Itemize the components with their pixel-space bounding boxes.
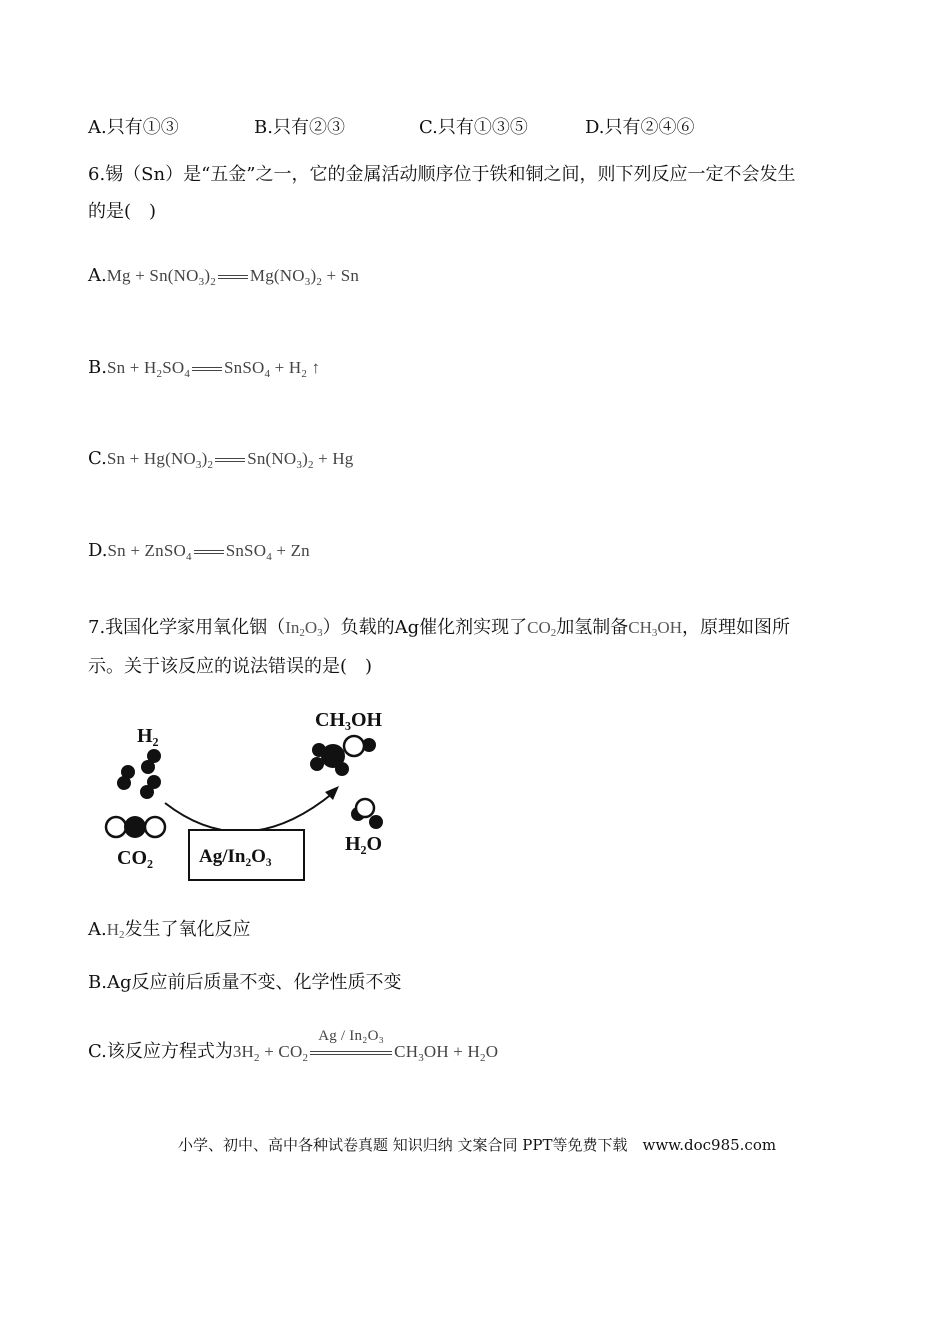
q7-option-b: B.Ag反应前后质量不变、化学性质不变 — [88, 972, 402, 993]
q7-stem-part-b: ）负载的Ag催化剂实现了 — [322, 617, 528, 638]
q7-option-c-prefix: C.该反应方程式为 — [88, 1041, 233, 1062]
q7-formula-ch3oh: $CH_3OH$ — [628, 618, 682, 639]
q6-option-d — [88, 539, 310, 563]
co2-label: CO₂ — [117, 847, 153, 869]
q7-reaction-condition: Ag / In₂O₃ — [318, 1028, 385, 1045]
h2-label: H₂ — [137, 725, 159, 747]
co2-molecule — [106, 816, 165, 838]
q7-stem-line1 — [88, 616, 790, 645]
q7-option-a-prefix: A. — [88, 919, 107, 940]
q5-option-d: D.只有②④⑥ — [585, 117, 695, 138]
q7-stem-part-a: 7.我国化学家用氧化铟（ — [88, 617, 286, 638]
q5-option-c: C.只有①③⑤ — [419, 117, 528, 138]
q6-option-b — [88, 356, 320, 380]
q6-stem-line2: 的是( ) — [88, 201, 157, 222]
h2o-molecule — [351, 799, 383, 829]
q6-option-d-label: D. — [88, 540, 108, 561]
q5-option-b: B.只有②③ — [254, 117, 345, 138]
q6-stem-line1: 6.锡（Sn）是“五金”之一，它的金属活动顺序位于铁和铜之间，则下列反应一定不会发生 — [88, 164, 796, 185]
q6-option-c-label: C. — [88, 448, 107, 469]
h2o-label: H₂O — [345, 833, 383, 855]
reaction-diagram — [95, 700, 405, 890]
q5-options — [88, 116, 695, 140]
ch3oh-label: CH₃OH — [315, 709, 383, 731]
q7-stem-part-c: 加氢制备 — [556, 617, 629, 638]
ch3oh-molecule — [310, 736, 376, 776]
q7-option-c — [88, 1028, 499, 1070]
q6-option-b-label: B. — [88, 357, 107, 378]
q6-option-a — [88, 264, 359, 288]
q7-formula-co2: $CO_2$ — [527, 618, 557, 639]
q7-formula-h2: $H_2$ — [106, 920, 125, 941]
q6-option-d-equation: Sn + ZnSO$_4$ SnSO$_4$ + Zn — [107, 541, 310, 563]
catalyst-label: Ag/In₂O₃ — [199, 846, 272, 867]
q6-option-c — [88, 447, 354, 471]
q6-option-a-label: A. — [88, 265, 107, 286]
q7-stem-part-d: ，原理如图所 — [681, 617, 790, 638]
q6-option-a-equation: $Mg + Sn(NO_3)_2$ $Mg(NO_3)_2 + Sn$ — [106, 266, 360, 288]
q6-option-c-equation: $Sn + Hg(NO_3)_2$ $Sn(NO_3)_2 + Hg$ — [106, 449, 354, 471]
q6-option-b-equation: $Sn + H_2SO_4$ SnSO$_4$ + $H_2$ ↑ — [106, 358, 321, 380]
q7-option-c-equation: $3H_2 + CO_2$ Ag / In₂O₃ $CH_3OH + H_2O$ — [233, 1042, 498, 1061]
reaction-arrow — [165, 793, 333, 832]
q7-option-a-suffix: 发生了氧化反应 — [124, 919, 251, 940]
q7-stem-line2: 示。关于该反应的说法错误的是( ) — [88, 656, 373, 677]
reaction-diagram-figure — [95, 700, 405, 890]
q5-option-a: A.只有①③ — [88, 117, 179, 138]
h2-molecules — [117, 749, 161, 799]
page-footer: 小学、初中、高中各种试卷真题 知识归纳 文案合同 PPT等免费下载 www.doc985.com — [178, 1136, 777, 1154]
q7-formula-in2o3: $In_2O_3$ — [285, 618, 323, 639]
q7-option-a — [88, 918, 251, 947]
